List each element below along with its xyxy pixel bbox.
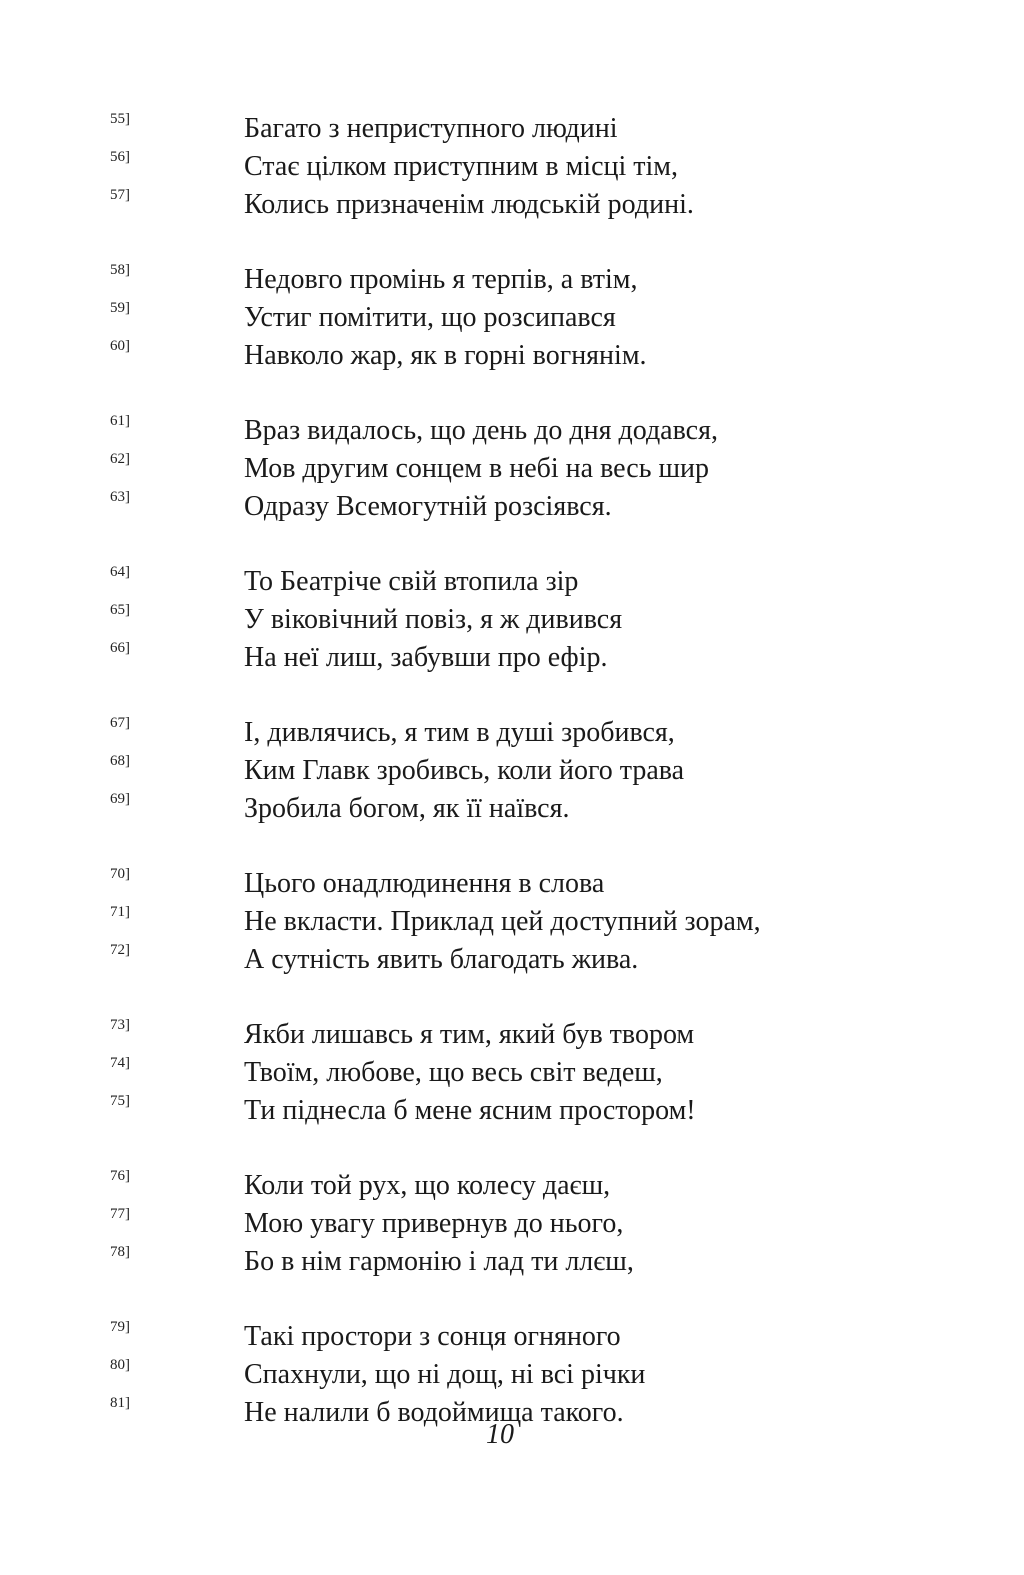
line-number: 70]	[110, 866, 130, 882]
page-number: 10	[486, 1419, 514, 1450]
line-number: 77]	[110, 1206, 130, 1222]
verse-text: Такі простори з сонця огняного	[244, 1321, 621, 1352]
stanza	[0, 110, 1024, 224]
line-number: 63]	[110, 489, 130, 505]
stanza	[0, 1318, 1024, 1432]
verse-line	[0, 261, 1024, 299]
verse-text: Ти піднесла б мене ясним простором!	[244, 1095, 696, 1126]
verse-text: Одразу Всемогутній розсіявся.	[244, 491, 612, 522]
verse-line	[0, 903, 1024, 941]
verse-line	[0, 790, 1024, 828]
verse-line	[0, 714, 1024, 752]
line-number: 67]	[110, 715, 130, 731]
line-number: 78]	[110, 1244, 130, 1260]
line-number: 71]	[110, 904, 130, 920]
verse-text: У віковічний повіз, я ж дивився	[244, 604, 623, 635]
stanza	[0, 412, 1024, 526]
stanza	[0, 261, 1024, 375]
verse-text: То Беатріче свій втопила зір	[244, 566, 579, 597]
verse-text: Стає цілком приступним в місці тім,	[244, 151, 679, 182]
verse-line	[0, 601, 1024, 639]
verse-line	[0, 639, 1024, 677]
verse-line	[0, 865, 1024, 903]
line-number: 69]	[110, 791, 130, 807]
line-number: 58]	[110, 262, 130, 278]
verse-text: Цього онадлюдинення в слова	[244, 868, 605, 899]
verse-line	[0, 337, 1024, 375]
line-number: 74]	[110, 1055, 130, 1071]
line-number: 80]	[110, 1357, 130, 1373]
verse-text: Зробила богом, як її наївся.	[244, 793, 570, 824]
verse-line	[0, 1318, 1024, 1356]
verse-line	[0, 110, 1024, 148]
line-number: 66]	[110, 640, 130, 656]
verse-line	[0, 563, 1024, 601]
verse-text: Колись призначенім людській родині.	[244, 189, 694, 220]
line-number: 62]	[110, 451, 130, 467]
line-number: 79]	[110, 1319, 130, 1335]
verse-text: Ким Главк зробивсь, коли його трава	[244, 755, 685, 786]
verse-line	[0, 299, 1024, 337]
line-number: 73]	[110, 1017, 130, 1033]
verse-text: Спахнули, що ні дощ, ні всі річки	[244, 1359, 646, 1390]
verse-line	[0, 450, 1024, 488]
verse-text: І, дивлячись, я тим в душі зробився,	[244, 717, 675, 748]
verse-line	[0, 1092, 1024, 1130]
line-number: 75]	[110, 1093, 130, 1109]
line-number: 60]	[110, 338, 130, 354]
stanza	[0, 1167, 1024, 1281]
verse-text: Не вкласти. Приклад цей доступний зорам,	[244, 906, 761, 937]
verse-line	[0, 752, 1024, 790]
verse-text: Навколо жар, як в горні вогнянім.	[244, 340, 647, 371]
stanza	[0, 714, 1024, 828]
stanza	[0, 865, 1024, 979]
verse-text: Твоїм, любове, що весь світ ведеш,	[244, 1057, 663, 1088]
verse-text: Якби лишавсь я тим, який був твором	[244, 1019, 695, 1050]
verse-text: Недовго промінь я терпів, а втім,	[244, 264, 638, 295]
line-number: 65]	[110, 602, 130, 618]
verse-line	[0, 148, 1024, 186]
verse-line	[0, 1356, 1024, 1394]
line-number: 81]	[110, 1395, 130, 1411]
verse-text: Мою увагу привернув до нього,	[244, 1208, 624, 1239]
verse-line	[0, 186, 1024, 224]
line-number: 64]	[110, 564, 130, 580]
verse-text: Бо в нім гармонію і лад ти ллєш,	[244, 1246, 634, 1277]
verse-line	[0, 941, 1024, 979]
stanza	[0, 563, 1024, 677]
verse-text: А сутність явить благодать жива.	[244, 944, 639, 975]
verse-text: Коли той рух, що колесу даєш,	[244, 1170, 611, 1201]
line-number: 57]	[110, 187, 130, 203]
line-number: 59]	[110, 300, 130, 316]
verse-line	[0, 1054, 1024, 1092]
verse-line	[0, 1205, 1024, 1243]
verse-text: Багато з неприступного людині	[244, 113, 618, 144]
verse-text: Не налили б водоймища такого.	[244, 1397, 624, 1428]
line-number: 76]	[110, 1168, 130, 1184]
line-number: 72]	[110, 942, 130, 958]
verse-line	[0, 488, 1024, 526]
verse-line	[0, 412, 1024, 450]
verse-line	[0, 1016, 1024, 1054]
poem-body	[0, 110, 1024, 1469]
line-number: 55]	[110, 111, 130, 127]
verse-text: На неї лиш, забувши про ефір.	[244, 642, 608, 673]
verse-line	[0, 1243, 1024, 1281]
line-number: 68]	[110, 753, 130, 769]
verse-text: Враз видалось, що день до дня додався,	[244, 415, 718, 446]
verse-text: Устиг помітити, що розсипався	[244, 302, 616, 333]
line-number: 56]	[110, 149, 130, 165]
verse-line	[0, 1167, 1024, 1205]
stanza	[0, 1016, 1024, 1130]
verse-text: Мов другим сонцем в небі на весь шир	[244, 453, 710, 484]
line-number: 61]	[110, 413, 130, 429]
